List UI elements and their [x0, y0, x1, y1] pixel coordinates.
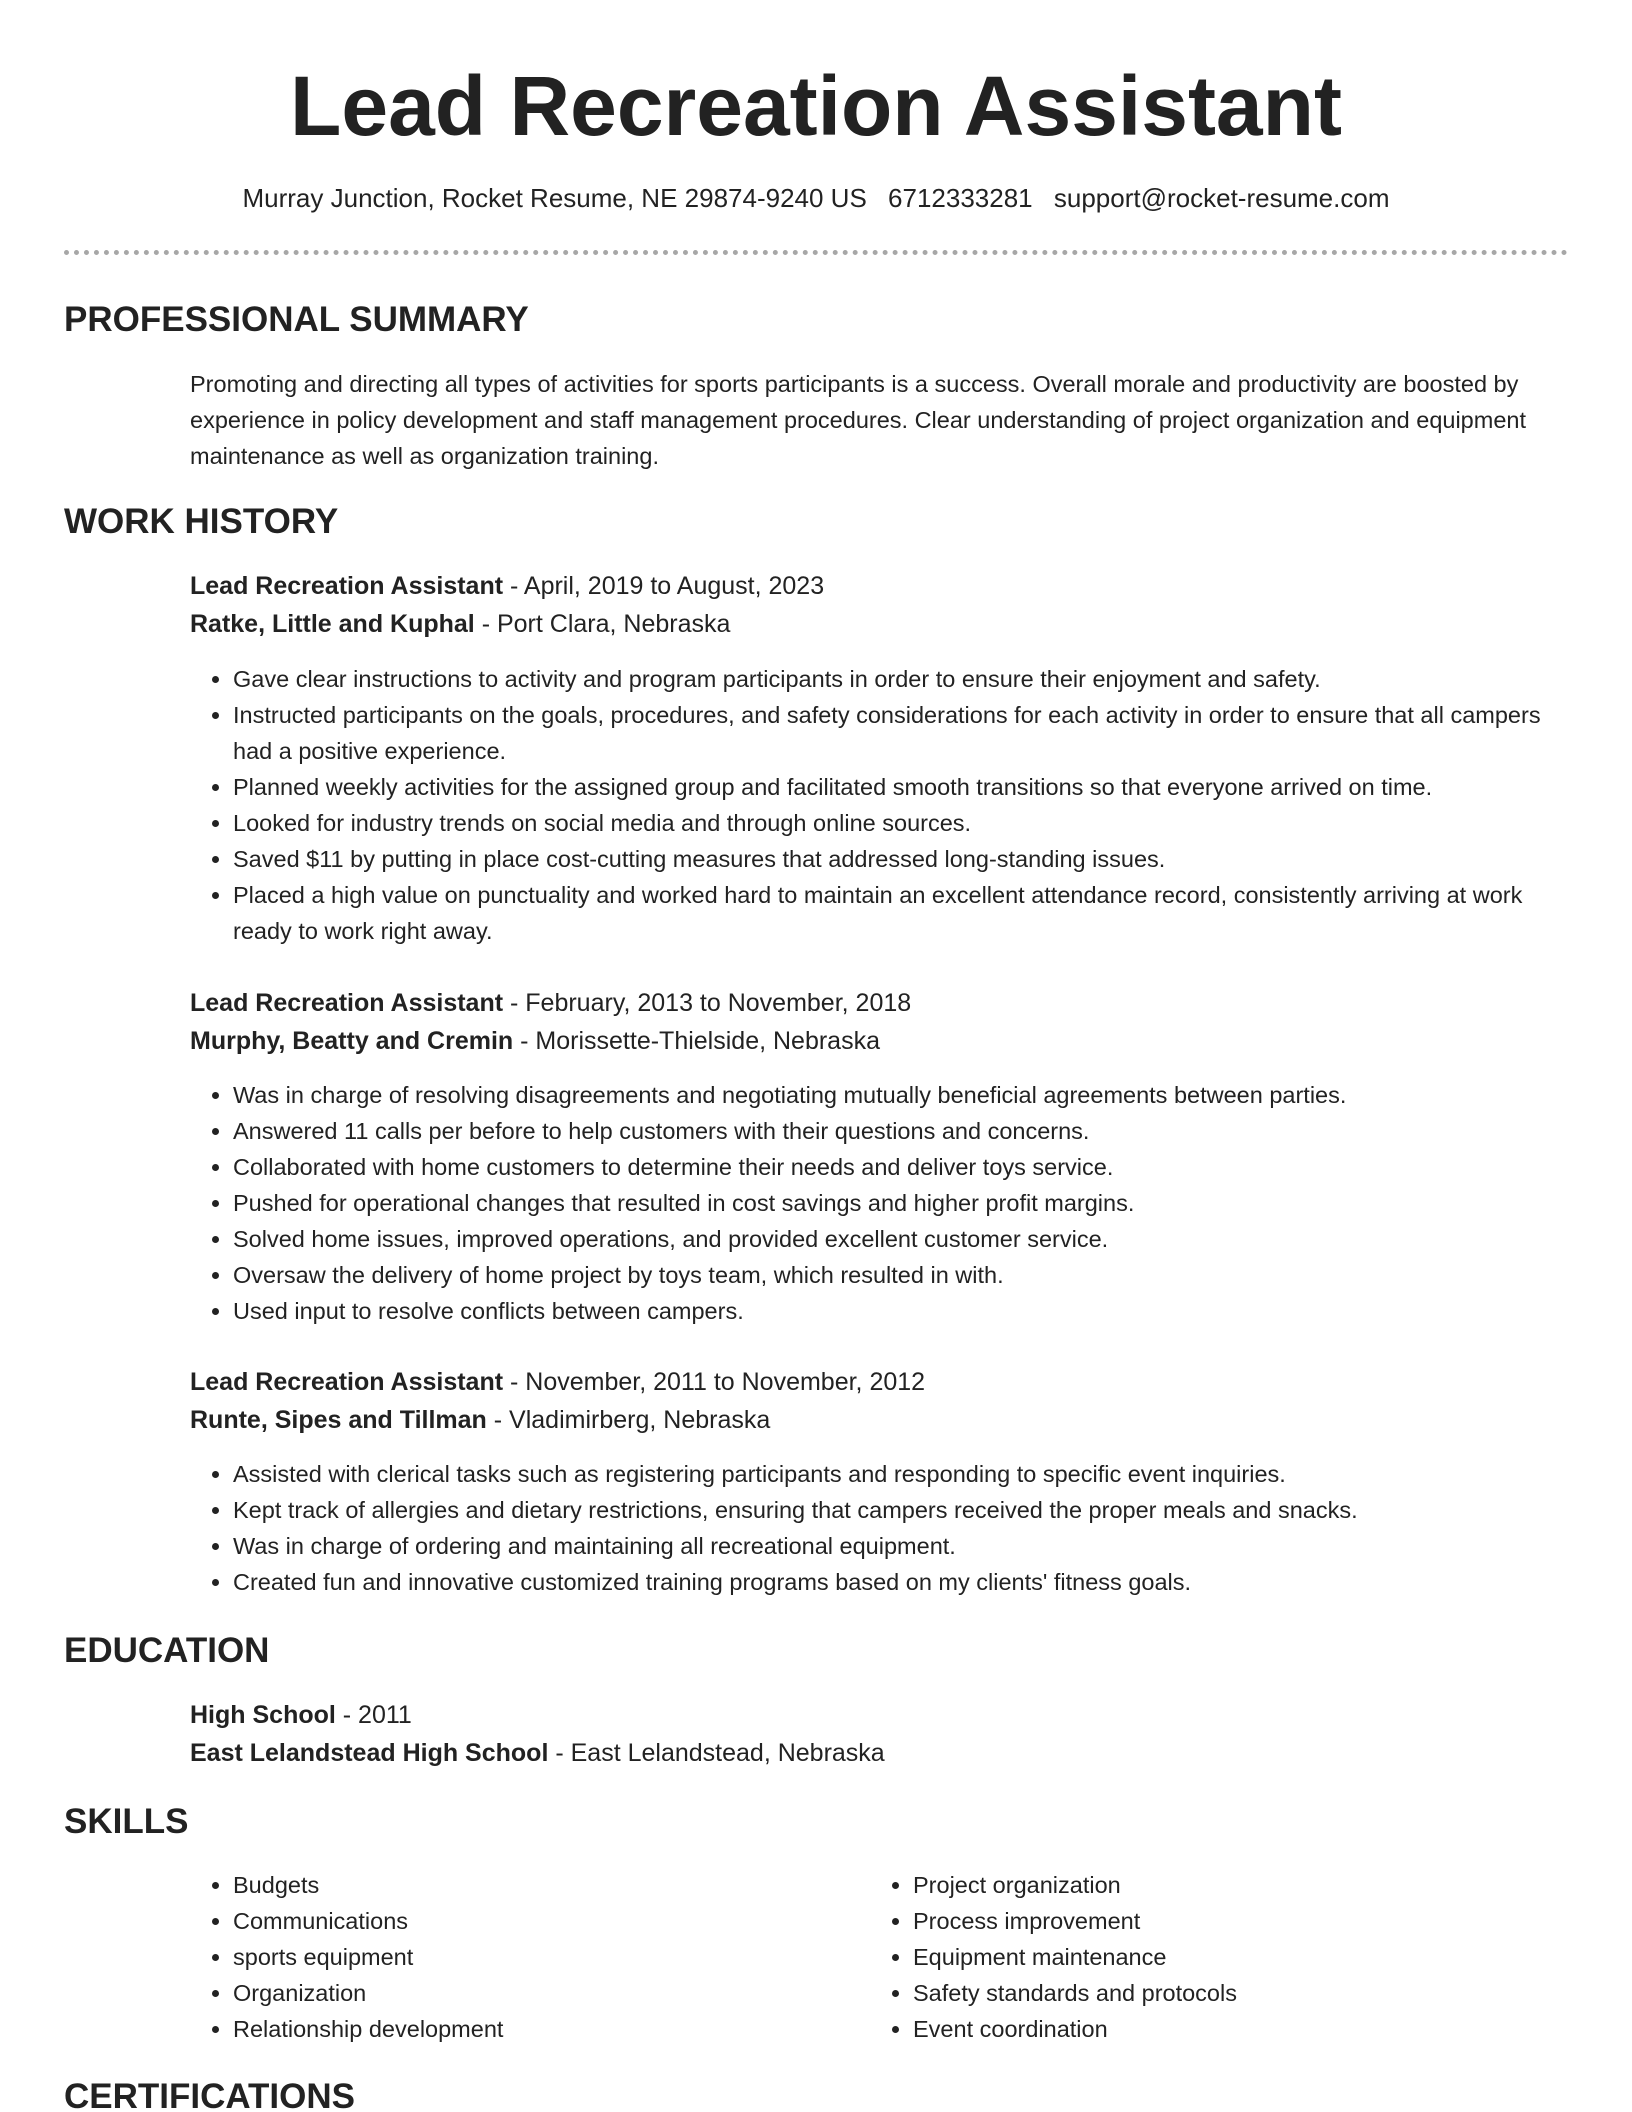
job-2-bullets [190, 1077, 1570, 1329]
job-3-role: Lead Recreation Assistant [190, 1368, 504, 1396]
education-heading: EDUCATION [64, 1631, 270, 1670]
list-item: • Instructed participants on the goals, procedures, and safety considerations for each activity in order to ensure that all campers had a positive experience. [233, 697, 1570, 769]
list-item: • Communications [233, 1903, 830, 1939]
contact-address: Murray Junction, Rocket Resume, NE 29874-9240 US [242, 183, 867, 213]
candidate-name: Lead Recreation Assistant [290, 59, 1342, 153]
list-item: • sports equipment [233, 1939, 830, 1975]
list-item: • Solved home issues, improved operations, and provided excellent customer service. [233, 1221, 1570, 1257]
job-2-company-line [190, 1022, 880, 1060]
job-1-dates: - April, 2019 to August, 2023 [503, 572, 825, 600]
job-1-bullets [190, 661, 1570, 949]
list-item: • Created fun and innovative customized training programs based on my clients' fitness goals. [233, 1564, 1570, 1600]
education-degree: High School [190, 1701, 336, 1729]
list-item: • Event coordination [913, 2011, 1510, 2047]
job-2-dates: - February, 2013 to November, 2018 [503, 989, 912, 1017]
certifications-heading: CERTIFICATIONS [64, 2077, 356, 2112]
job-1-role: Lead Recreation Assistant [190, 572, 504, 600]
job-2-location: - Morissette-Thielside, Nebraska [513, 1027, 880, 1055]
job-3-bullets [190, 1456, 1570, 1600]
job-3-dates: - November, 2011 to November, 2012 [503, 1368, 926, 1396]
job-1-location: - Port Clara, Nebraska [474, 610, 731, 638]
education-location: - East Lelandstead, Nebraska [548, 1739, 885, 1767]
education-degree-line [190, 1696, 412, 1734]
list-item: • Process improvement [913, 1903, 1510, 1939]
list-item: • Equipment maintenance [913, 1939, 1510, 1975]
education-school-line [190, 1734, 885, 1772]
list-item: • Pushed for operational changes that resulted in cost savings and higher profit margins. [233, 1185, 1570, 1221]
list-item: • Project organization [913, 1867, 1510, 1903]
job-3-company: Runte, Sipes and Tillman [190, 1406, 487, 1434]
list-item: • Collaborated with home customers to determine their needs and deliver toys service. [233, 1149, 1570, 1185]
education-year: - 2011 [335, 1701, 412, 1729]
list-item: • Budgets [233, 1867, 830, 1903]
job-2-title-line [190, 984, 911, 1022]
skills-heading: SKILLS [64, 1802, 189, 1841]
list-item: • Used input to resolve conflicts between campers. [233, 1293, 1570, 1329]
list-item: • Answered 11 calls per before to help customers with their questions and concerns. [233, 1113, 1570, 1149]
summary-text: Promoting and directing all types of activities for sports participants is a success. Overall morale and productivity are boosted by experience in policy development and staff management procedures. Clear understanding of project organization and equipment maintenance as well as organization training. [190, 371, 1526, 469]
list-item: • Gave clear instructions to activity and program participants in order to ensure their enjoyment and safety. [233, 661, 1570, 697]
list-item: • Organization [233, 1975, 830, 2011]
contact-phone: 6712333281 [888, 183, 1033, 213]
skills-list-left [190, 1867, 830, 2047]
work-history-heading: WORK HISTORY [64, 502, 339, 541]
job-1-title-line [190, 567, 824, 605]
summary-heading: PROFESSIONAL SUMMARY [64, 300, 529, 339]
contact-email: support@rocket-resume.com [1053, 183, 1390, 213]
job-3-title-line [190, 1363, 925, 1401]
list-item: • Was in charge of ordering and maintaining all recreational equipment. [233, 1528, 1570, 1564]
list-item: • Planned weekly activities for the assigned group and facilitated smooth transitions so that everyone arrived on time. [233, 769, 1570, 805]
education-school: East Lelandstead High School [190, 1739, 549, 1767]
list-item: • Safety standards and protocols [913, 1975, 1510, 2011]
job-3-company-line [190, 1401, 770, 1439]
contact-line [0, 180, 1632, 216]
skills-list-right [870, 1867, 1510, 2047]
list-item: • Oversaw the delivery of home project by toys team, which resulted in with. [233, 1257, 1570, 1293]
list-item: • Kept track of allergies and dietary restrictions, ensuring that campers received the proper meals and snacks. [233, 1492, 1570, 1528]
list-item: • Relationship development [233, 2011, 830, 2047]
list-item: • Was in charge of resolving disagreements and negotiating mutually beneficial agreements between parties. [233, 1077, 1570, 1113]
job-2-role: Lead Recreation Assistant [190, 989, 504, 1017]
job-1-company-line [190, 605, 730, 643]
list-item: • Placed a high value on punctuality and worked hard to maintain an excellent attendance record, consistently arriving at work ready to work right away. [233, 877, 1570, 949]
list-item: • Assisted with clerical tasks such as registering participants and responding to specific event inquiries. [233, 1456, 1570, 1492]
header-divider [64, 250, 1568, 255]
job-3-location: - Vladimirberg, Nebraska [486, 1406, 771, 1434]
list-item: • Looked for industry trends on social media and through online sources. [233, 805, 1570, 841]
list-item: • Saved $11 by putting in place cost-cutting measures that addressed long-standing issues. [233, 841, 1570, 877]
job-1-company: Ratke, Little and Kuphal [190, 610, 475, 638]
job-2-company: Murphy, Beatty and Cremin [190, 1027, 514, 1055]
